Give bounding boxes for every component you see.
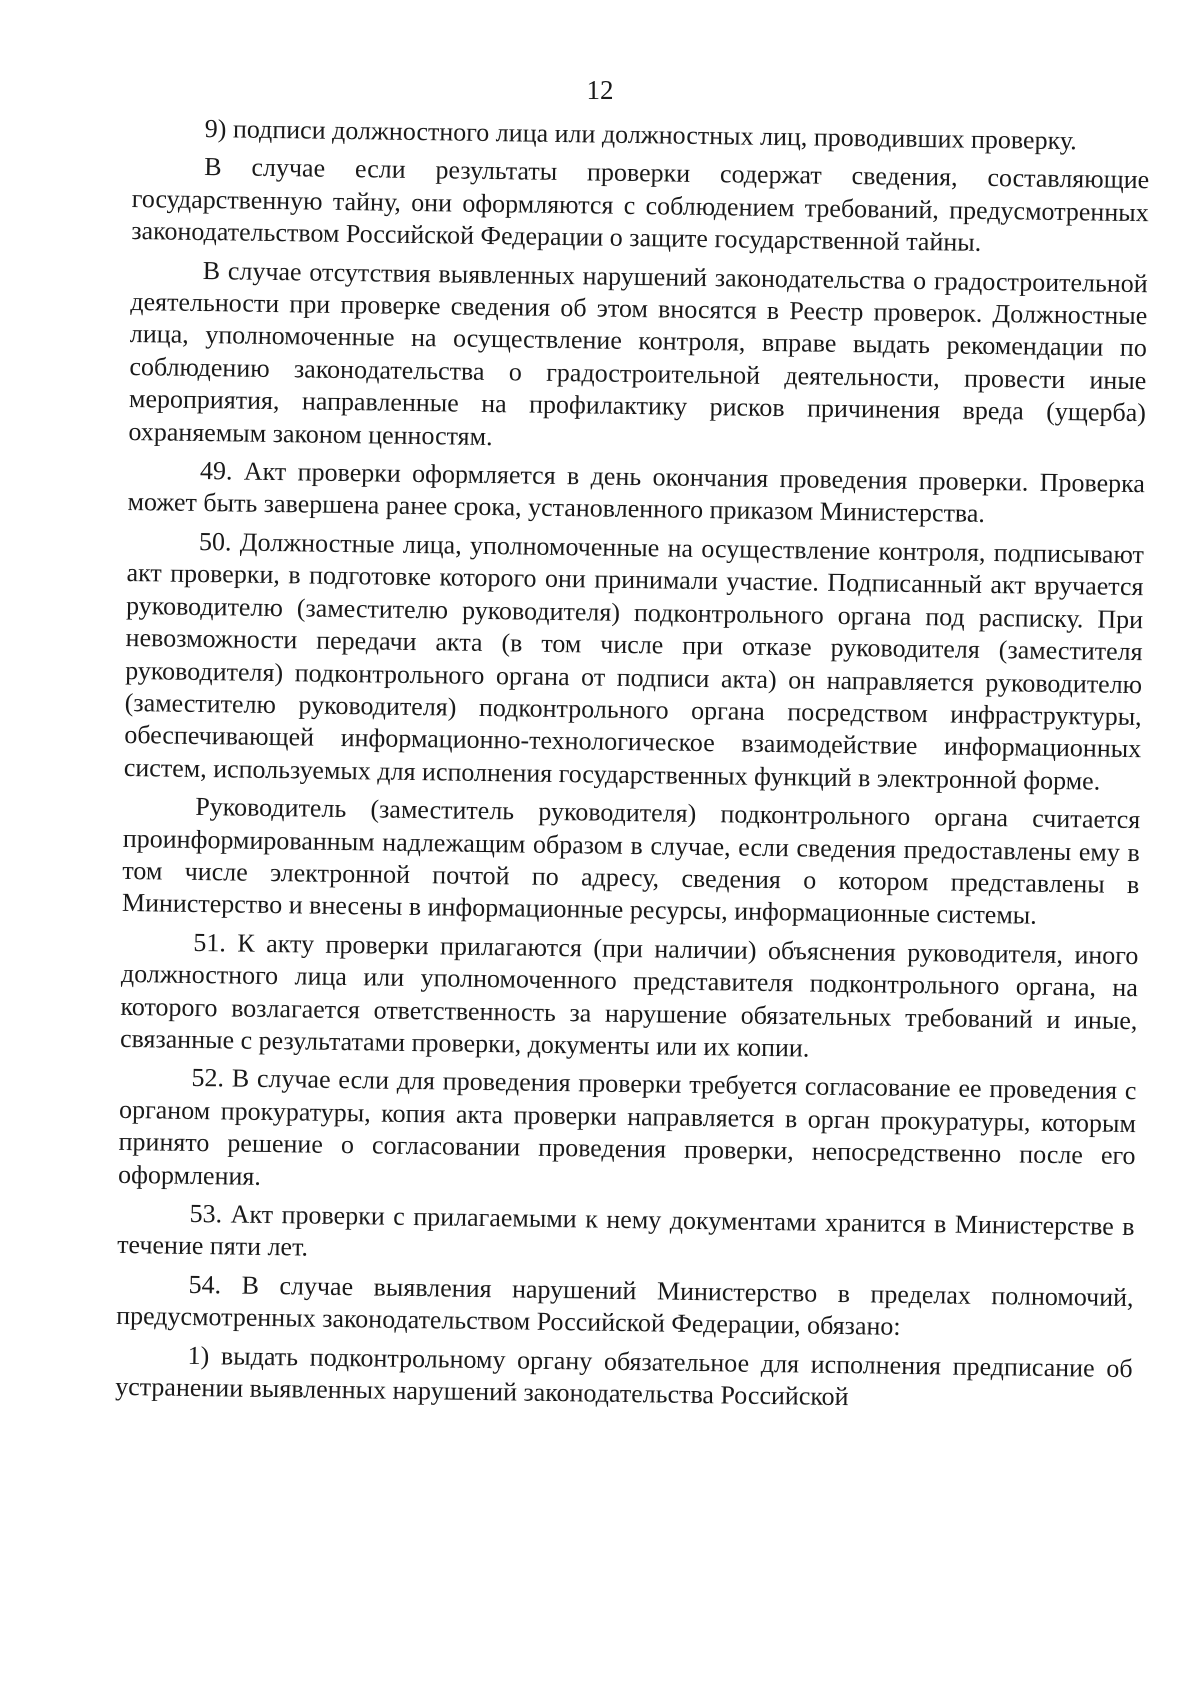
paragraph-head-informed: Руководитель (заместитель руководителя) подконтрольного органа считается проинформированным надлежащим образом в случае, если сведения предоставлены ему в том числе электронной почтой по адресу, сведения о котором представлены в Министерство и внесены в информационные ресурсы, информационные системы. xyxy=(121,792,1141,931)
paragraph-51: 51. К акту проверки прилагаются (при наличии) объяснения руководителя, иного должностного лица или уполномоченного представителя подконтрольного органа, на которого возлагается ответственность за нарушение обязательных требований и иные, связанные с результатами проверки, документы или их копии. xyxy=(119,927,1139,1063)
paragraph-54: 54. В случае выявления нарушений Министерство в пределах полномочий, предусмотренных законодательством Российской Федерации, обязано: xyxy=(115,1269,1134,1342)
paragraph-54-item-1: 1) выдать подконтрольному органу обязательное для исполнения предписание об устранении выявленных нарушений законодательства Российской xyxy=(115,1340,1133,1412)
paragraph-no-violations: В случае отсутствия выявленных нарушений законодательства о градостроительной деятельности при проверке сведения об этом вносятся в Реестр проверок. Должностные лица, уполномоченные на осуществление контроля, вправе выдать рекомендации по соблюдению законодательства о градостроительной деятельности, провести иные мероприятия, направленные на профилактику рисков причинения вреда (ущерба) охраняемым законом ценностям. xyxy=(128,255,1148,451)
document-body xyxy=(115,112,1150,1424)
paragraph-53: 53. Акт проверки с прилагаемыми к нему документами хранится в Министерстве в течение пяти лет. xyxy=(116,1198,1135,1262)
paragraph-50: 50. Должностные лица, уполномоченные на осуществление контроля, подписывают акт проверки, в подготовке которого они принимали участие. Подписанный акт вручается руководителю (заместителю руководителя) подконтрольного органа под расписку. При невозможности передачи акта (в том числе при отказе руководителя (заместителя руководителя) подконтрольного органа от подписи акта) он направляется руководителю (заместителю руководителя) подконтрольного органа посредством инфраструктуры, обеспечивающей информационно-технологическое взаимодействие информационных систем, используемых для исполнения государственных функций в электронной форме. xyxy=(123,526,1145,796)
paragraph-52: 52. В случае если для проведения проверки требуется согласование ее проведения с органом прокуратуры, копия акта проверки направляется в орган прокуратуры, которым принято решение о согласовании проведения проверки, непосредственно после его оформления. xyxy=(117,1063,1137,1191)
paragraph-state-secret: В случае если результаты проверки содержат сведения, составляющие государственную тайну, они оформляются с соблюдением требований, предусмотренных законодательством Российской Федерации о защите государственной тайны. xyxy=(131,152,1150,258)
paragraph-49: 49. Акт проверки оформляется в день окончания проведения проверки. Проверка может быть завершена ранее срока, установленного приказом Министерства. xyxy=(127,456,1146,529)
page-number: 12 xyxy=(586,75,614,105)
paragraph-item-9-signatures: 9) подписи должностного лица или должностных лиц, проводивших проверку. xyxy=(204,114,1077,156)
